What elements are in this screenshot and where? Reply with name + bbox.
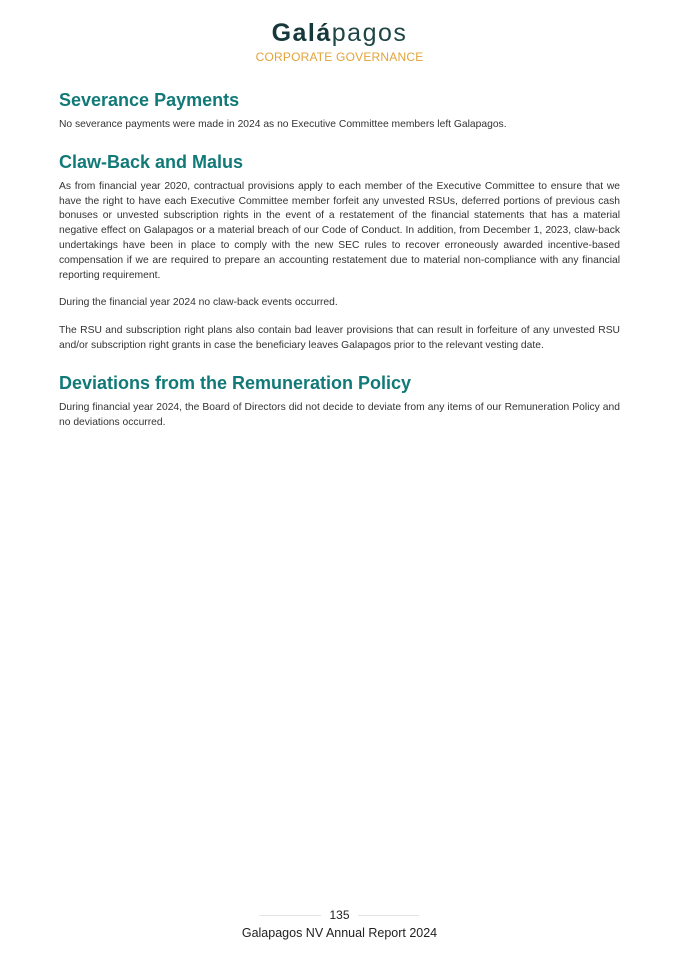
- deviations-paragraph: During financial year 2024, the Board of Directors did not decide to deviate from any items of our Remuneration Policy and no deviations occurred.: [59, 401, 620, 428]
- page-number: 135: [321, 906, 357, 924]
- logo-bold-text: Galá: [271, 19, 332, 47]
- clawback-paragraph-2: During the financial year 2024 no claw-back events occurred.: [59, 297, 338, 309]
- severance-paragraph: No severance payments were made in 2024 as no Executive Committee members left Galapagos.: [59, 119, 507, 130]
- section-label: CORPORATE GOVERNANCE: [255, 50, 424, 64]
- main-content: [59, 88, 620, 443]
- logo-light-text: pagos: [331, 19, 408, 47]
- deviations-heading: Deviations from the Remuneration Policy: [59, 372, 412, 393]
- section-severance: [59, 88, 620, 133]
- section-deviations: [59, 371, 620, 431]
- clawback-paragraph-3: The RSU and subscription right plans also contain bad leaver provisions that can result in forfeiture of any unvested RSU and/or subscription right grants in case the beneficiary leaves Galapagos prior to the relevant vesting date.: [59, 325, 620, 351]
- page-footer: [0, 906, 679, 940]
- section-clawback: [59, 150, 620, 354]
- galapagos-logo: [0, 18, 679, 48]
- clawback-paragraph-1: As from financial year 2020, contractual provisions apply to each member of the Executive Committee to ensure that we have the right to have each Executive Committee member forfeit any unvested RSUs, deferred portions of previous cash bonuses or unvested subscription rights in the event of a restatement of the financial statements that has a material negative effect on Galapagos or a material breach of our Code of Conduct. In addition, from December 1, 2023, claw-back undertakings have been in place to comply with the new SEC rules to recover erroneously awarded incentive-based compensation if we are required to prepare an accounting restatement due to material non-compliance with any financial reporting requirement.: [59, 180, 620, 281]
- severance-heading: Severance Payments: [59, 90, 240, 110]
- report-title: Galapagos NV Annual Report 2024: [241, 926, 438, 940]
- page-header: [0, 18, 679, 64]
- clawback-heading: Claw-Back and Malus: [59, 151, 244, 172]
